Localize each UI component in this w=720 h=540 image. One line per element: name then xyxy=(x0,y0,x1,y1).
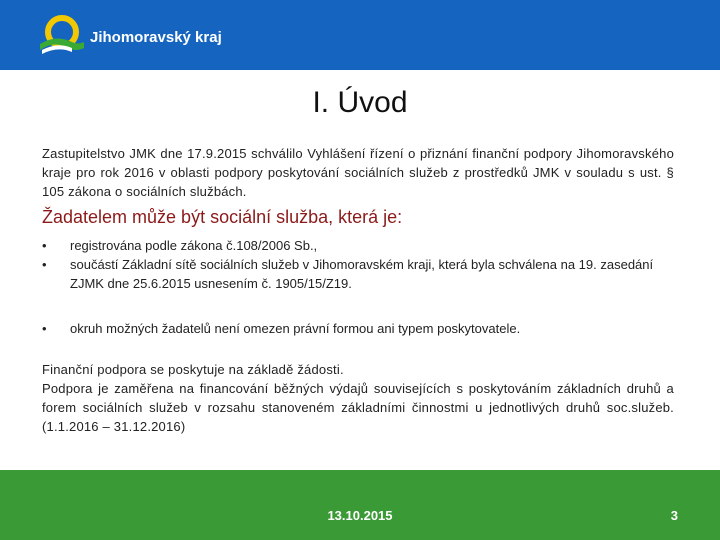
list-item-text: okruh možných žadatelů není omezen právní formou ani typem poskytovatele. xyxy=(70,321,521,336)
page-number: 3 xyxy=(670,508,678,523)
bullet-icon: • xyxy=(42,238,47,253)
bullet-icon: • xyxy=(42,257,47,272)
list-item-text: součástí Základní sítě sociálních služeb v Jihomoravském kraji, která byla schválena na 19. zasedání ZJMK dne 25.6.2015 usnesením č. 1905/15/Z19. xyxy=(70,257,654,291)
applicant-subheading: Žadatelem může být sociální služba, která je: xyxy=(42,207,403,227)
closing-line-2: Podpora je zaměřena na financování běžných výdajů souvisejících s poskytováním základních druhů a forem sociálních služeb v rozsahu stanoveném základními činnostmi u jednotlivých druhů soc.služeb. (1.1.2016 – 31.12.2016) xyxy=(42,381,674,434)
footer-date: 13.10.2015 xyxy=(327,508,393,523)
intro-paragraph: Zastupitelstvo JMK dne 17.9.2015 schválilo Vyhlášení řízení o přiznání finanční podpory Jihomoravského kraje pro rok 2016 v oblasti podpory poskytování sociálních služeb z prostředků JMK v souladu s ust. § 105 zákona o sociálních službách. xyxy=(42,146,674,199)
closing-line-1: Finanční podpora se poskytuje na základě žádosti. xyxy=(42,362,344,377)
closing-paragraph xyxy=(42,360,674,436)
header-bar xyxy=(0,0,720,70)
list-item-text: registrována podle zákona č.108/2006 Sb., xyxy=(70,238,318,253)
list-item xyxy=(42,236,674,255)
applicant-criteria-list xyxy=(42,236,674,338)
region-logo-icon xyxy=(38,14,86,54)
list-item xyxy=(42,319,674,338)
region-logo-text: Jihomoravský kraj xyxy=(90,29,222,46)
footer-bar xyxy=(0,470,720,540)
slide-title: I. Úvod xyxy=(312,86,408,119)
bullet-icon: • xyxy=(42,321,47,336)
list-item xyxy=(42,255,674,293)
